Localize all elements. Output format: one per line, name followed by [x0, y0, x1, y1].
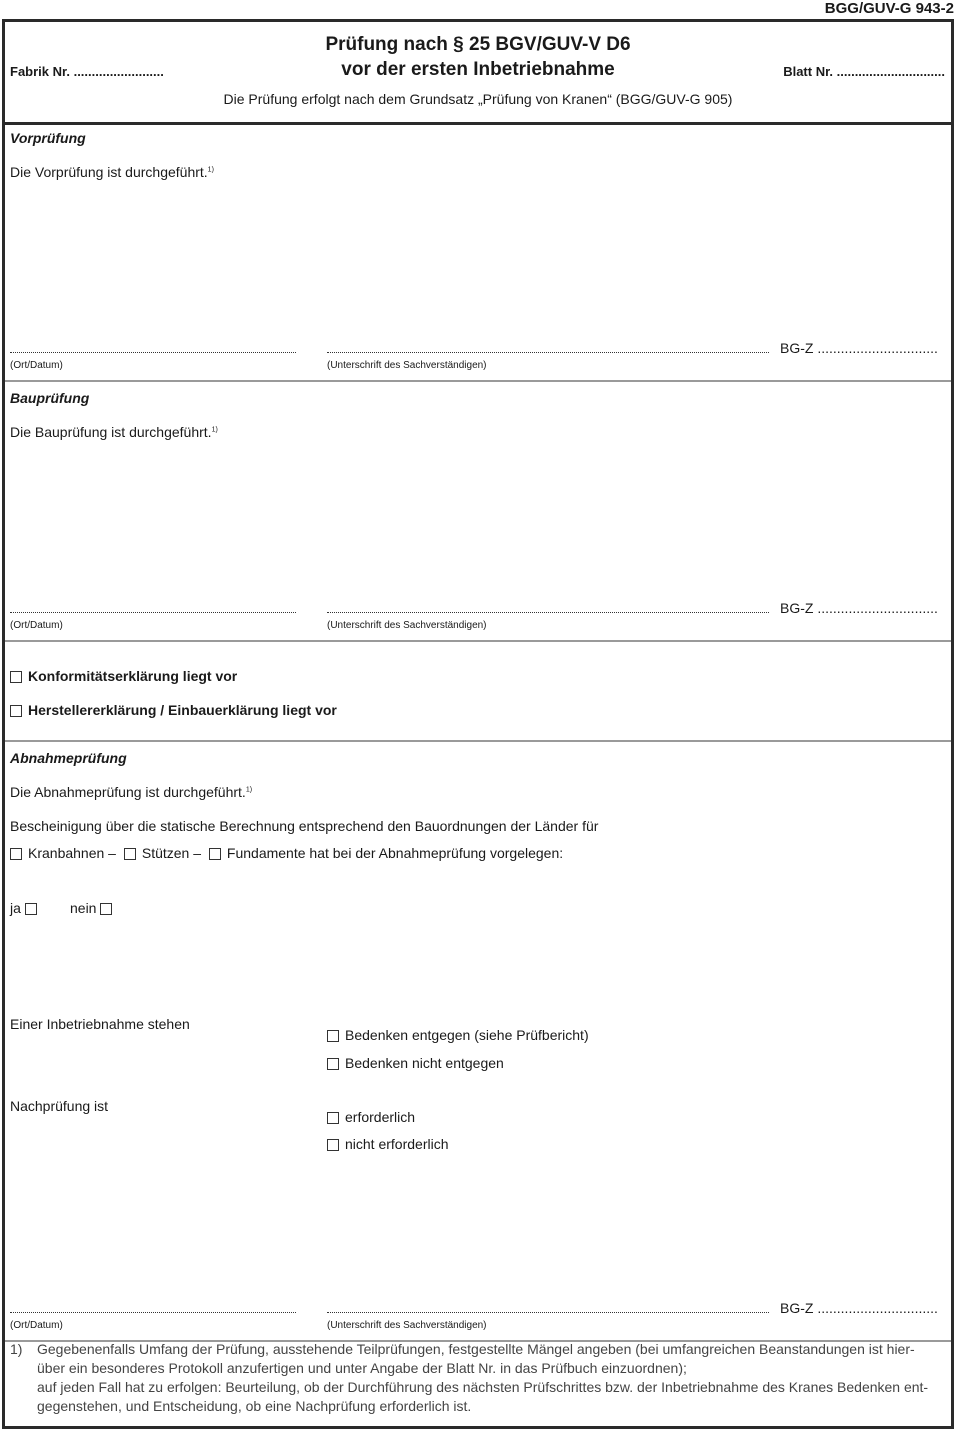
abnahme-title: Abnahmeprüfung — [10, 750, 127, 766]
form-header — [5, 22, 951, 125]
signature-line[interactable] — [327, 1312, 769, 1313]
footnote-line: gegenstehen, und Entscheidung, ob eine Nachprüfung erforderlich ist. — [37, 1398, 472, 1414]
unterschrift-label: (Unterschrift des Sachverständigen) — [327, 620, 487, 631]
vorpruefung-text: Die Vorprüfung ist durchgeführt.$^{1)}$ — [10, 164, 214, 180]
form-title-line2: vor der ersten Inbetriebnahme — [341, 59, 615, 80]
form-subtitle: Die Prüfung erfolgt nach dem Grundsatz „Prüfung von Kranen“ (BGG/GUV-G 905) — [223, 91, 733, 107]
erforderlich-option[interactable]: erforderlich — [327, 1109, 415, 1125]
fabrik-nr-field[interactable]: Fabrik Nr. ......................... — [10, 64, 164, 79]
vorpruefung-title: Vorprüfung — [10, 130, 86, 146]
checkbox[interactable] — [327, 1058, 339, 1070]
bgz-field[interactable]: BG-Z ............................... — [780, 340, 938, 356]
ja-option[interactable]: ja — [10, 900, 37, 916]
ort-datum-label: (Ort/Datum) — [10, 1320, 63, 1331]
bescheinigung-options — [10, 845, 563, 861]
form-frame — [2, 19, 954, 1429]
konformitaet-option[interactable]: Konformitätserklärung liegt vor — [10, 668, 237, 684]
ort-datum-line[interactable] — [10, 612, 296, 613]
nachpruefung-label: Nachprüfung ist — [10, 1098, 109, 1114]
bgz-field[interactable]: BG-Z ............................... — [780, 1300, 938, 1316]
baupruefung-text: Die Bauprüfung ist durchgeführt.$^{1)}$ — [10, 424, 218, 440]
checkbox[interactable] — [327, 1139, 339, 1151]
nicht-erforderlich-option[interactable]: nicht erforderlich — [327, 1136, 449, 1152]
form-title-line1: Prüfung nach § 25 BGV/GUV-V D6 — [325, 34, 631, 55]
signature-line[interactable] — [327, 352, 769, 353]
fundamente-option[interactable]: Fundamente hat bei der Abnahmeprüfung vorgelegen: — [209, 845, 563, 861]
bedenken-entgegen-option[interactable]: Bedenken entgegen (siehe Prüfbericht) — [327, 1027, 589, 1043]
ort-datum-line[interactable] — [10, 1312, 296, 1313]
ort-datum-label: (Ort/Datum) — [10, 360, 63, 371]
abnahme-text: Die Abnahmeprüfung ist durchgeführt.$^{1)}$ — [10, 784, 253, 800]
kranbahnen-option[interactable]: Kranbahnen – — [10, 845, 116, 861]
footnote-line: über ein besonderes Protokoll anzufertigen und unter Angabe der Blatt Nr. in das Prüfbuch einzuordnen); — [37, 1360, 687, 1376]
checkbox[interactable] — [25, 903, 37, 915]
checkbox[interactable] — [327, 1030, 339, 1042]
declarations-section — [5, 642, 951, 742]
checkbox[interactable] — [327, 1112, 339, 1124]
checkbox[interactable] — [10, 671, 22, 683]
bescheinigung-text: Bescheinigung über die statische Berechnung entsprechend den Bauordnungen der Länder für — [10, 818, 599, 834]
abnahme-section — [5, 742, 951, 1342]
checkbox[interactable] — [100, 903, 112, 915]
signature-line[interactable] — [327, 612, 769, 613]
footnote-number: 1) — [10, 1341, 23, 1357]
vorpruefung-section — [5, 122, 951, 382]
nein-option[interactable]: nein — [70, 900, 112, 916]
bedenken-nicht-option[interactable]: Bedenken nicht entgegen — [327, 1055, 504, 1071]
checkbox[interactable] — [10, 848, 22, 860]
document-number: BGG/GUV-G 943-2 — [824, 0, 954, 17]
footnote-line: auf jeden Fall hat zu erfolgen: Beurteilung, ob der Durchführung des nächsten Prüfschrittes bzw. der Inbetriebnahme des Kranes Bedenken ent- — [37, 1379, 929, 1395]
blatt-nr-field[interactable]: Blatt Nr. .............................. — [783, 64, 945, 79]
baupruefung-title: Bauprüfung — [10, 390, 90, 406]
bgz-field[interactable]: BG-Z ............................... — [780, 600, 938, 616]
footnote-line: Gegebenenfalls Umfang der Prüfung, ausstehende Teilprüfungen, festgestellte Mängel angeben (bei umfangreichen Beanstandungen ist hier- — [37, 1341, 915, 1357]
checkbox[interactable] — [10, 705, 22, 717]
stuetzen-option[interactable]: Stützen – — [124, 845, 201, 861]
checkbox[interactable] — [209, 848, 221, 860]
baupruefung-section — [5, 382, 951, 642]
inbetriebnahme-label: Einer Inbetriebnahme stehen — [10, 1016, 190, 1032]
ort-datum-label: (Ort/Datum) — [10, 620, 63, 631]
checkbox[interactable] — [124, 848, 136, 860]
ort-datum-line[interactable] — [10, 352, 296, 353]
hersteller-option[interactable]: Herstellererklärung / Einbauerklärung liegt vor — [10, 702, 337, 718]
unterschrift-label: (Unterschrift des Sachverständigen) — [327, 360, 487, 371]
unterschrift-label: (Unterschrift des Sachverständigen) — [327, 1320, 487, 1331]
